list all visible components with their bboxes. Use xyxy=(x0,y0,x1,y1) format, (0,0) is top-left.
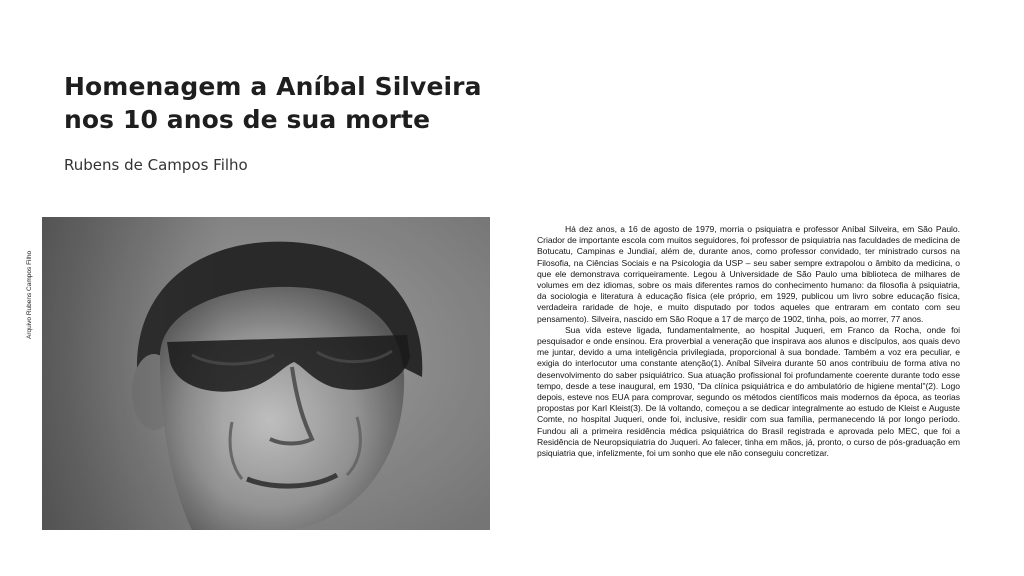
article-paragraph-1: Há dez anos, a 16 de agosto de 1979, morria o psiquiatra e professor Aníbal Silveira, em São Paulo. Criador de importante escola com muitos seguidores, foi professor de psiquiatria nas faculdades de medicina de Botucatu, Campinas e Jundiaí, além de, durante anos, como professor convidado, ter ministrado cursos na Filosofia, na Ciências Sociais e na Psicologia da USP – seu saber sempre extrapolou o âmbito da medicina, o que ele demonstrava corriqueiramente. Legou à Universidade de São Paulo uma biblioteca de milhares de volumes em dez idiomas, sobre os mais diferentes ramos do conhecimento humano: da filosofia à psiquiatria, da sociologia e literatura à educação física (ele próprio, em 1929, publicou um livro sobre educação física, verdadeira raridade de hoje, e muito disputado por todos aqueles que entraram em contato com seu pensamento). Silveira, nascido em São Roque a 17 de março de 1902, tinha, pois, ao morrer, 77 anos. xyxy=(537,224,960,324)
page-title-line-2: nos 10 anos de sua morte xyxy=(64,105,431,134)
portrait-photo xyxy=(42,217,490,530)
page-title xyxy=(64,70,534,136)
author-name: Rubens de Campos Filho xyxy=(64,156,248,174)
photo-credit: Arquivo Rubens Campos Filho xyxy=(26,250,33,339)
article-paragraph-2: Sua vida esteve ligada, fundamentalmente, ao hospital Juqueri, em Franco da Rocha, onde foi pesquisador e onde ensinou. Era proverbial a veneração que inspirava aos alunos e discípulos, aos quais devo me juntar, devido a uma inteligência privilegiada, proporcional à sua bondade. Também a voz era peculiar, e exigia do interlocutor uma constante atenção(1). Aníbal Silveira durante 50 anos contribuiu de forma ativa no desenvolvimento do saber psiquiátrico. Sua atuação profissional foi profundamente coerente durante todo esse tempo, desde a tese inaugural, em 1930, "Da clínica psiquiátrica e do ambulatório de higiene mental"(2). Logo depois, esteve nos EUA para comprovar, segundo os métodos científicos mais modernos da época, as teorias propostas por Karl Kleist(3). De lá voltando, começou a se dedicar integralmente ao estudo de Kleist e Auguste Comte, no hospital Juqueri, onde foi, inclusive, residir com sua família, permanecendo lá por longo período. Fundou ali a primeira residência médica psiquiátrica do Brasil registrada e aprovada pelo MEC, que foi a Residência de Neuropsiquiatria do Juqueri. Ao falecer, tinha em mãos, já, pronto, o curso de pós-graduação em psiquiatria que, infelizmente, foi um sonho que ele não conseguiu concretizar. xyxy=(537,324,960,459)
portrait-photo-icon xyxy=(42,217,490,530)
article-body xyxy=(537,224,960,459)
page-title-line-1: Homenagem a Aníbal Silveira xyxy=(64,72,482,101)
